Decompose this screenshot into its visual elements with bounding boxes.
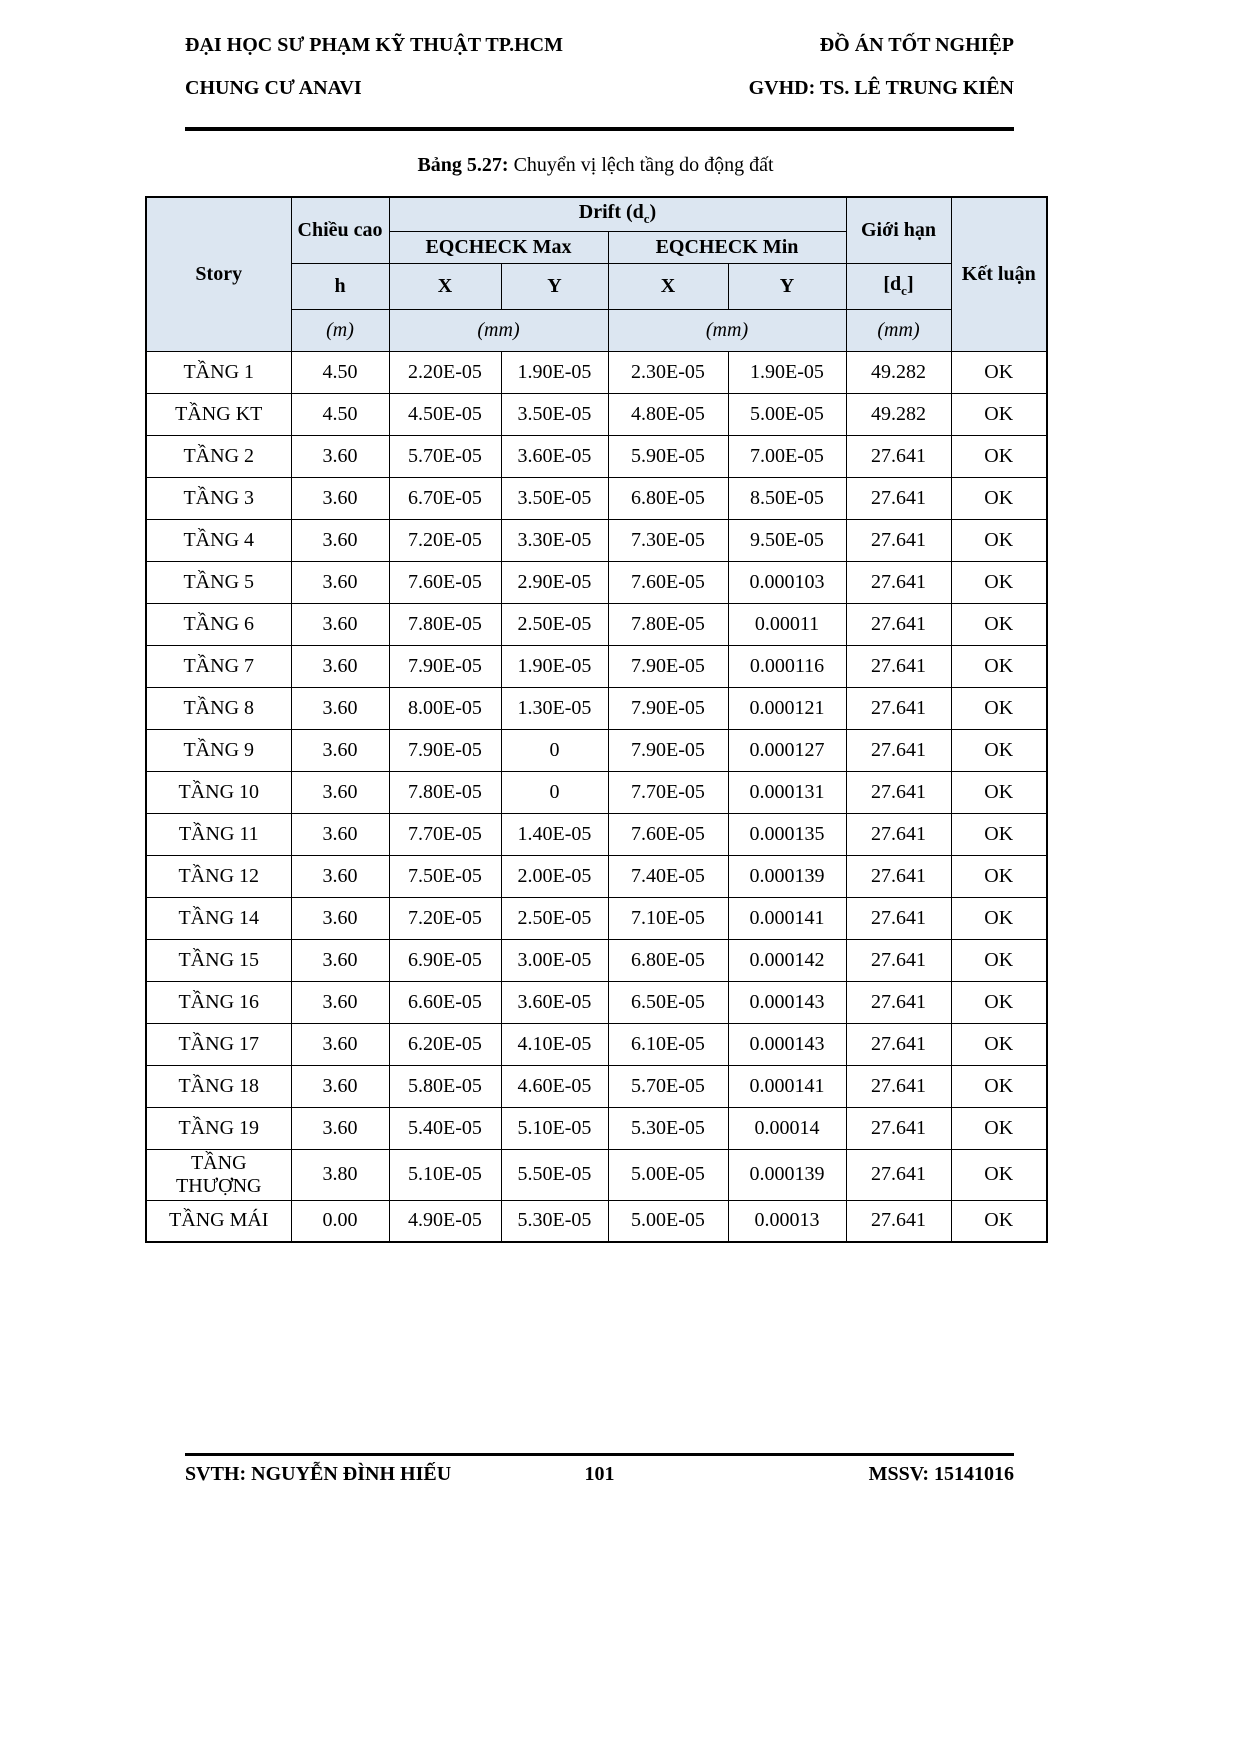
cell-max-y: 1.30E-05 <box>501 687 608 729</box>
cell-max-x: 7.60E-05 <box>389 561 501 603</box>
cell-max-x: 7.80E-05 <box>389 603 501 645</box>
cell-max-y: 4.10E-05 <box>501 1023 608 1065</box>
cell-h: 3.60 <box>291 939 389 981</box>
cell-story: TẦNG 4 <box>146 519 291 561</box>
cell-result: OK <box>951 771 1047 813</box>
header-ket-luan: Kết luận <box>951 197 1047 351</box>
cell-min-x: 7.90E-05 <box>608 645 728 687</box>
cell-max-x: 7.80E-05 <box>389 771 501 813</box>
cell-result: OK <box>951 1023 1047 1065</box>
drift-table <box>145 196 1048 1243</box>
cell-min-x: 5.00E-05 <box>608 1200 728 1242</box>
table-row <box>146 687 1047 729</box>
cell-max-x: 5.70E-05 <box>389 435 501 477</box>
cell-result: OK <box>951 393 1047 435</box>
cell-limit: 27.641 <box>846 435 951 477</box>
cell-max-x: 8.00E-05 <box>389 687 501 729</box>
cell-story: TẦNG 5 <box>146 561 291 603</box>
cell-story: TẦNG 16 <box>146 981 291 1023</box>
cell-max-y: 5.50E-05 <box>501 1149 608 1200</box>
cell-min-y: 8.50E-05 <box>728 477 846 519</box>
table-row <box>146 1107 1047 1149</box>
cell-limit: 27.641 <box>846 1107 951 1149</box>
table-row <box>146 771 1047 813</box>
cell-max-y: 5.30E-05 <box>501 1200 608 1242</box>
cell-limit: 27.641 <box>846 561 951 603</box>
cell-min-y: 0.000121 <box>728 687 846 729</box>
header-eqcheck-min: EQCHECK Min <box>608 231 846 263</box>
table-caption <box>145 154 1046 177</box>
document-header <box>185 24 1014 110</box>
cell-max-x: 7.20E-05 <box>389 897 501 939</box>
cell-max-x: 6.60E-05 <box>389 981 501 1023</box>
cell-min-x: 7.60E-05 <box>608 813 728 855</box>
cell-max-y: 3.60E-05 <box>501 435 608 477</box>
cell-min-y: 0.00013 <box>728 1200 846 1242</box>
table-row <box>146 519 1047 561</box>
cell-story: TẦNG KT <box>146 393 291 435</box>
student-name: SVTH: NGUYỄN ĐÌNH HIẾU <box>185 1463 452 1485</box>
cell-limit: 27.641 <box>846 855 951 897</box>
cell-story: TẦNG 8 <box>146 687 291 729</box>
cell-result: OK <box>951 561 1047 603</box>
cell-max-y: 2.50E-05 <box>501 897 608 939</box>
cell-story: TẦNG 6 <box>146 603 291 645</box>
cell-limit: 49.282 <box>846 393 951 435</box>
cell-min-x: 6.10E-05 <box>608 1023 728 1065</box>
header-drift: Drift $(d_c)$ <box>389 197 846 231</box>
cell-h: 3.60 <box>291 897 389 939</box>
header-chieu-cao: Chiều cao <box>291 197 389 263</box>
page-number: 101 <box>584 1463 615 1485</box>
header-limit-symbol: $[d_c]$ <box>846 263 951 309</box>
cell-max-y: 2.00E-05 <box>501 855 608 897</box>
cell-limit: 27.641 <box>846 1149 951 1200</box>
cell-max-y: 1.40E-05 <box>501 813 608 855</box>
cell-story: TẦNG 15 <box>146 939 291 981</box>
cell-limit: 27.641 <box>846 477 951 519</box>
cell-max-x: 5.10E-05 <box>389 1149 501 1200</box>
table-header <box>146 197 1047 351</box>
table-row <box>146 897 1047 939</box>
cell-max-y: 1.90E-05 <box>501 351 608 393</box>
cell-max-x: 7.90E-05 <box>389 645 501 687</box>
cell-min-y: 0.000103 <box>728 561 846 603</box>
header-eqcheck-max: EQCHECK Max <box>389 231 608 263</box>
cell-min-y: 0.00014 <box>728 1107 846 1149</box>
table-row <box>146 939 1047 981</box>
cell-min-y: 0.000127 <box>728 729 846 771</box>
cell-story: TẦNG MÁI <box>146 1200 291 1242</box>
table-body <box>146 351 1047 1242</box>
cell-story: TẦNG 19 <box>146 1107 291 1149</box>
cell-limit: 27.641 <box>846 897 951 939</box>
cell-h: 3.60 <box>291 813 389 855</box>
cell-story: TẦNG 9 <box>146 729 291 771</box>
cell-result: OK <box>951 645 1047 687</box>
cell-h: 3.60 <box>291 645 389 687</box>
cell-story: TẦNG 12 <box>146 855 291 897</box>
cell-min-x: 5.30E-05 <box>608 1107 728 1149</box>
cell-max-x: 6.70E-05 <box>389 477 501 519</box>
cell-max-x: 4.90E-05 <box>389 1200 501 1242</box>
cell-h: 3.60 <box>291 1107 389 1149</box>
cell-story: TẦNG 7 <box>146 645 291 687</box>
cell-h: 3.60 <box>291 771 389 813</box>
table-row <box>146 1023 1047 1065</box>
table-caption-text: Chuyển vị lệch tầng do động đất <box>508 154 774 176</box>
cell-h: 3.60 <box>291 981 389 1023</box>
cell-story: TẦNG 17 <box>146 1023 291 1065</box>
cell-max-x: 6.90E-05 <box>389 939 501 981</box>
cell-result: OK <box>951 939 1047 981</box>
unit-m: (m) <box>291 309 389 351</box>
table-row <box>146 393 1047 435</box>
cell-story: TẦNG THƯỢNG <box>146 1149 291 1200</box>
cell-min-x: 7.90E-05 <box>608 729 728 771</box>
header-left-block <box>185 24 563 110</box>
table-row <box>146 645 1047 687</box>
header-divider <box>185 127 1014 131</box>
cell-min-y: 9.50E-05 <box>728 519 846 561</box>
header-gioi-han: Giới hạn <box>846 197 951 263</box>
table-row <box>146 603 1047 645</box>
student-id: MSSV: 15141016 <box>868 1463 1014 1485</box>
cell-max-y: 1.90E-05 <box>501 645 608 687</box>
cell-limit: 27.641 <box>846 813 951 855</box>
table-row <box>146 855 1047 897</box>
cell-min-x: 6.80E-05 <box>608 477 728 519</box>
cell-result: OK <box>951 1065 1047 1107</box>
cell-result: OK <box>951 1200 1047 1242</box>
cell-max-x: 6.20E-05 <box>389 1023 501 1065</box>
table-caption-number: Bảng 5.27: <box>417 154 509 176</box>
document-footer <box>185 1463 1014 1486</box>
cell-min-y: 0.000135 <box>728 813 846 855</box>
cell-min-x: 7.40E-05 <box>608 855 728 897</box>
cell-h: 3.60 <box>291 519 389 561</box>
header-min-y: Y <box>728 263 846 309</box>
cell-max-x: 5.80E-05 <box>389 1065 501 1107</box>
cell-min-y: 7.00E-05 <box>728 435 846 477</box>
cell-story: TẦNG 1 <box>146 351 291 393</box>
cell-h: 3.60 <box>291 477 389 519</box>
cell-min-y: 0.000143 <box>728 1023 846 1065</box>
cell-min-x: 7.80E-05 <box>608 603 728 645</box>
cell-h: 3.60 <box>291 603 389 645</box>
cell-result: OK <box>951 813 1047 855</box>
cell-h: 4.50 <box>291 393 389 435</box>
cell-max-y: 0 <box>501 771 608 813</box>
cell-max-y: 0 <box>501 729 608 771</box>
cell-min-y: 0.00011 <box>728 603 846 645</box>
cell-result: OK <box>951 351 1047 393</box>
cell-h: 3.60 <box>291 687 389 729</box>
cell-limit: 27.641 <box>846 771 951 813</box>
cell-min-x: 7.30E-05 <box>608 519 728 561</box>
table-row <box>146 729 1047 771</box>
cell-max-x: 7.70E-05 <box>389 813 501 855</box>
cell-h: 3.60 <box>291 1023 389 1065</box>
table-row <box>146 561 1047 603</box>
cell-min-x: 6.50E-05 <box>608 981 728 1023</box>
cell-result: OK <box>951 729 1047 771</box>
table-row <box>146 1149 1047 1200</box>
footer-divider <box>185 1453 1014 1456</box>
unit-mm-max: (mm) <box>389 309 608 351</box>
cell-limit: 27.641 <box>846 519 951 561</box>
thesis-type: ĐỒ ÁN TỐT NGHIỆP <box>819 34 1014 56</box>
cell-story: TẦNG 11 <box>146 813 291 855</box>
cell-min-x: 4.80E-05 <box>608 393 728 435</box>
table-row <box>146 813 1047 855</box>
cell-limit: 27.641 <box>846 939 951 981</box>
table-row <box>146 477 1047 519</box>
cell-min-x: 2.30E-05 <box>608 351 728 393</box>
cell-h: 3.60 <box>291 729 389 771</box>
cell-min-x: 7.90E-05 <box>608 687 728 729</box>
cell-max-x: 4.50E-05 <box>389 393 501 435</box>
cell-h: 3.60 <box>291 1065 389 1107</box>
cell-min-y: 0.000116 <box>728 645 846 687</box>
header-row-1 <box>146 197 1047 231</box>
table-row <box>146 981 1047 1023</box>
cell-min-y: 1.90E-05 <box>728 351 846 393</box>
cell-max-y: 3.30E-05 <box>501 519 608 561</box>
cell-max-y: 5.10E-05 <box>501 1107 608 1149</box>
cell-result: OK <box>951 897 1047 939</box>
unit-mm-limit: (mm) <box>846 309 951 351</box>
cell-result: OK <box>951 981 1047 1023</box>
cell-max-y: 3.50E-05 <box>501 477 608 519</box>
project-name: CHUNG CƯ ANAVI <box>185 77 362 99</box>
cell-max-y: 3.50E-05 <box>501 393 608 435</box>
cell-min-x: 5.00E-05 <box>608 1149 728 1200</box>
header-story: Story <box>146 197 291 351</box>
cell-limit: 27.641 <box>846 1065 951 1107</box>
cell-h: 3.60 <box>291 855 389 897</box>
cell-max-x: 5.40E-05 <box>389 1107 501 1149</box>
cell-min-y: 5.00E-05 <box>728 393 846 435</box>
cell-h: 3.80 <box>291 1149 389 1200</box>
cell-min-y: 0.000141 <box>728 1065 846 1107</box>
cell-min-y: 0.000143 <box>728 981 846 1023</box>
cell-result: OK <box>951 1107 1047 1149</box>
cell-min-x: 5.90E-05 <box>608 435 728 477</box>
cell-story: TẦNG 3 <box>146 477 291 519</box>
cell-min-y: 0.000141 <box>728 897 846 939</box>
cell-max-y: 3.60E-05 <box>501 981 608 1023</box>
cell-result: OK <box>951 855 1047 897</box>
table-row <box>146 1065 1047 1107</box>
cell-min-y: 0.000131 <box>728 771 846 813</box>
cell-max-y: 2.90E-05 <box>501 561 608 603</box>
cell-result: OK <box>951 603 1047 645</box>
table-row <box>146 1200 1047 1242</box>
cell-limit: 49.282 <box>846 351 951 393</box>
cell-limit: 27.641 <box>846 729 951 771</box>
cell-min-x: 7.60E-05 <box>608 561 728 603</box>
cell-max-y: 2.50E-05 <box>501 603 608 645</box>
cell-limit: 27.641 <box>846 981 951 1023</box>
cell-result: OK <box>951 1149 1047 1200</box>
cell-result: OK <box>951 519 1047 561</box>
cell-result: OK <box>951 435 1047 477</box>
table-row <box>146 351 1047 393</box>
university-name: ĐẠI HỌC SƯ PHẠM KỸ THUẬT TP.HCM <box>185 34 563 56</box>
cell-max-x: 7.20E-05 <box>389 519 501 561</box>
cell-max-x: 7.90E-05 <box>389 729 501 771</box>
cell-result: OK <box>951 687 1047 729</box>
cell-limit: 27.641 <box>846 645 951 687</box>
cell-limit: 27.641 <box>846 1023 951 1065</box>
cell-min-y: 0.000139 <box>728 1149 846 1200</box>
unit-mm-min: (mm) <box>608 309 846 351</box>
cell-limit: 27.641 <box>846 1200 951 1242</box>
cell-min-x: 7.70E-05 <box>608 771 728 813</box>
cell-story: TẦNG 10 <box>146 771 291 813</box>
cell-limit: 27.641 <box>846 687 951 729</box>
advisor-name: GVHD: TS. LÊ TRUNG KIÊN <box>748 77 1014 99</box>
cell-max-y: 3.00E-05 <box>501 939 608 981</box>
header-max-y: Y <box>501 263 608 309</box>
header-min-x: X <box>608 263 728 309</box>
cell-story: TẦNG 18 <box>146 1065 291 1107</box>
cell-h: 4.50 <box>291 351 389 393</box>
cell-min-x: 6.80E-05 <box>608 939 728 981</box>
header-max-x: X <box>389 263 501 309</box>
cell-story: TẦNG 14 <box>146 897 291 939</box>
cell-h: 3.60 <box>291 561 389 603</box>
header-h: h <box>291 263 389 309</box>
cell-min-x: 7.10E-05 <box>608 897 728 939</box>
cell-max-y: 4.60E-05 <box>501 1065 608 1107</box>
cell-limit: 27.641 <box>846 603 951 645</box>
header-right-block <box>749 24 1014 110</box>
cell-h: 0.00 <box>291 1200 389 1242</box>
cell-story: TẦNG 2 <box>146 435 291 477</box>
cell-h: 3.60 <box>291 435 389 477</box>
cell-result: OK <box>951 477 1047 519</box>
cell-max-x: 7.50E-05 <box>389 855 501 897</box>
cell-max-x: 2.20E-05 <box>389 351 501 393</box>
cell-min-x: 5.70E-05 <box>608 1065 728 1107</box>
cell-min-y: 0.000139 <box>728 855 846 897</box>
cell-min-y: 0.000142 <box>728 939 846 981</box>
table-row <box>146 435 1047 477</box>
